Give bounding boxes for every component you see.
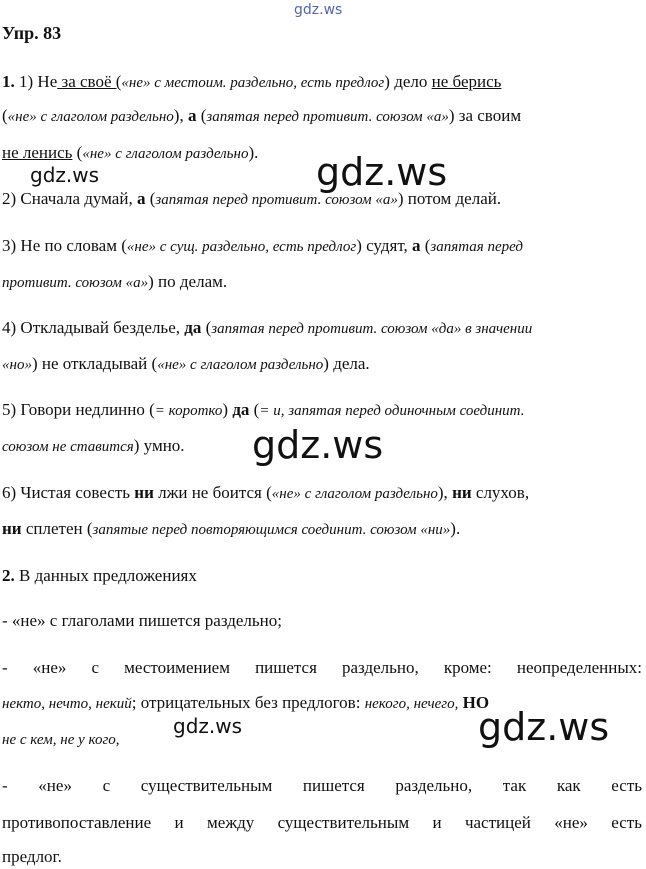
rule-nouns-line-3: предлог. [2, 847, 62, 866]
example: не с кем, не у кого, [2, 732, 120, 748]
text: ) умно. [133, 436, 185, 455]
conjunction: да [184, 318, 202, 337]
watermark: gdz.ws [316, 150, 448, 194]
text: ( [72, 143, 83, 162]
text: боится ( [208, 483, 272, 502]
note: противит. союзом «а» [2, 275, 149, 291]
watermark-top: gdz.ws [294, 2, 343, 18]
part-2-number: 2. [2, 566, 15, 585]
watermark: gdz.ws [173, 714, 243, 738]
text: длинно ( [91, 400, 155, 419]
underlined-text: не ленись [2, 143, 73, 162]
text: ) потом делай. [397, 189, 502, 208]
example: некто, нечто, некий [2, 696, 132, 712]
text: ), [437, 483, 453, 502]
rule-pronouns-line-2 [2, 692, 489, 715]
conjunction: а [136, 189, 146, 208]
sentence-1-line-1 [2, 71, 501, 94]
text: 4) Откладывай безделье, [2, 318, 185, 337]
text: ( [196, 106, 207, 125]
text: ) дела. [323, 354, 370, 373]
sentence-6-line-1 [2, 482, 529, 505]
note: = коротко [154, 403, 223, 419]
text: по словам ( [40, 236, 127, 255]
sentence-2 [2, 188, 501, 211]
part-2-intro [2, 565, 197, 587]
text: ; отрицательных без предлогов: [131, 693, 365, 712]
rule-pronouns-line-3 [2, 728, 120, 751]
text: 2) Сначала думай, [2, 189, 137, 208]
text: сплетен ( [21, 519, 93, 538]
note: запятая перед противит. союзом «да» в значении [211, 321, 533, 337]
example: некого, нечего, [364, 696, 459, 712]
sentence-4-line-1 [2, 317, 532, 340]
rule-verbs: - «не» с глаголами пишется раздельно; [2, 611, 282, 630]
text: ) за своим [448, 106, 522, 125]
text: 5) Говори не [2, 400, 92, 419]
text: ) судят, [356, 236, 412, 255]
text: В данных предложениях [14, 566, 197, 585]
text: ( [145, 189, 156, 208]
conjunction: ни [452, 483, 472, 502]
sentence-4-line-2 [2, 353, 370, 376]
note: «не» с глаголом раздельно [7, 109, 174, 125]
emphasis: НО [458, 693, 490, 712]
sentence-1-line-2: («не» с глаголом раздельно), а (запятая перед противит. союзом «а») за своим [2, 106, 522, 125]
note: «но» [2, 357, 32, 373]
conjunction: а [187, 106, 197, 125]
rule-pronouns-line-1: - «не» с местоимением пишется раздельно, кроме: неопределенных: [2, 658, 642, 677]
text: 6) Чистая совесть [2, 483, 135, 502]
sentence-5-line-2 [2, 435, 185, 458]
note: «не» с глаголом раздельно [82, 146, 249, 162]
conjunction: а [411, 236, 421, 255]
text: 1) Не [14, 72, 58, 91]
text: слухов, [471, 483, 530, 502]
sentence-3-line-1 [2, 235, 523, 258]
sentence-5-line-1 [2, 399, 524, 422]
text: ( [201, 318, 212, 337]
note: запятая перед противит. союзом «а» [206, 109, 449, 125]
sentence-3-line-2 [2, 271, 227, 294]
note: запятая перед противит. союзом «а» [155, 192, 398, 208]
note: = и, запятая перед одиночным соединит. [259, 403, 525, 419]
text: 3) Не [2, 236, 41, 255]
text: ) не [31, 354, 59, 373]
watermark: gdz.ws [252, 423, 384, 467]
note: «не» с глаголом раздельно [157, 357, 324, 373]
watermark: gdz.ws [478, 705, 610, 749]
text: ) [222, 400, 233, 419]
exercise-title: Упр. 83 [2, 23, 62, 43]
note: запятые перед повторяющимся соединит. союзом «ни» [92, 522, 451, 538]
rule-nouns-line-2: противопоставление и между существительным и частицей «не» есть [2, 813, 642, 832]
note: «не» с местоим. раздельно, есть предлог [121, 75, 385, 91]
watermark: gdz.ws [30, 163, 100, 187]
conjunction: да [232, 400, 250, 419]
text: ) дело [384, 72, 432, 91]
text: ), [173, 106, 188, 125]
note: «не» с глаголом раздельно [271, 486, 438, 502]
note: «не» с сущ. раздельно, есть предлог [126, 239, 357, 255]
sentence-1-line-3 [2, 142, 258, 165]
text: ). [248, 143, 259, 162]
part-1-number: 1. [2, 72, 15, 91]
conjunction: ни [2, 519, 22, 538]
underlined-text: не берись [431, 72, 502, 91]
text: ) по делам. [148, 272, 228, 291]
sentence-6-line-2 [2, 518, 460, 541]
note: союзом не ставится [2, 439, 134, 455]
text: ( [420, 236, 431, 255]
rule-nouns-line-1: - «не» с существительным пишется раздельно, так как есть [2, 776, 642, 795]
text: ( [249, 400, 260, 419]
text: ). [450, 519, 461, 538]
text: за своё ( [57, 72, 122, 91]
text: откладывай ( [58, 354, 158, 373]
text: лжи не [153, 483, 209, 502]
conjunction: ни [134, 483, 154, 502]
note: запятая перед [430, 239, 523, 255]
